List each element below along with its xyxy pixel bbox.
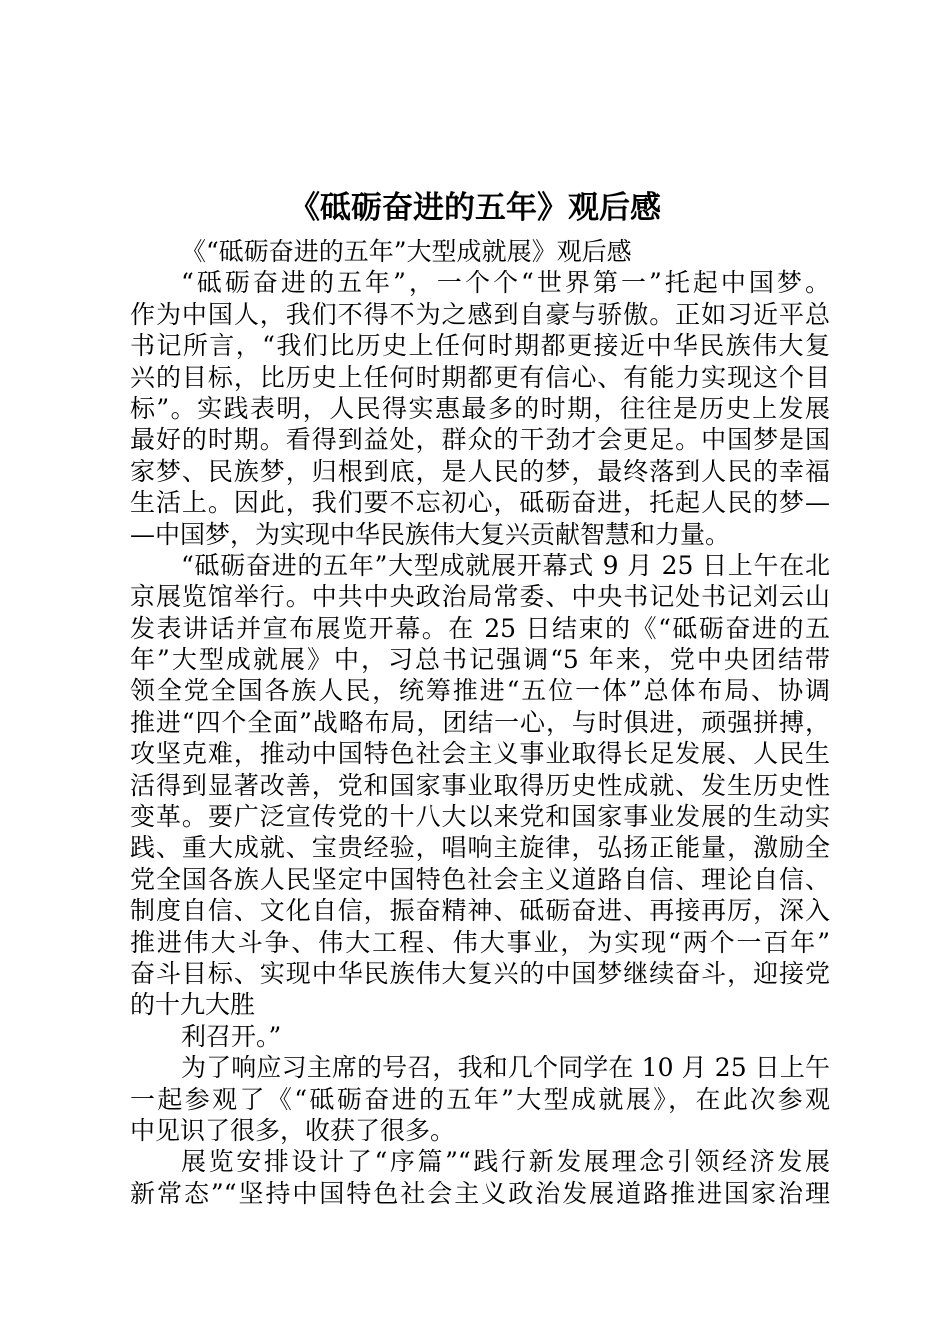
body-line: 最好的时期。看得到益处，群众的干劲才会更足。中国梦是国 — [130, 425, 830, 455]
body-line: 标”。实践表明，人民得实惠最多的时期，往往是历史上发展 — [130, 393, 830, 423]
body-line: 利召开。” — [181, 1021, 282, 1051]
body-line: 京展览馆举行。中共中央政治局常委、中央书记处书记刘云山 — [130, 582, 830, 612]
body-line: 领全党全国各族人民，统筹推进“五位一体”总体布局、协调 — [130, 676, 830, 706]
body-line: 展览安排设计了“序篇”“践行新发展理念引领经济发展 — [181, 1147, 830, 1177]
body-line: 党全国各族人民坚定中国特色社会主义道路自信、理论自信、 — [130, 864, 830, 894]
body-line: 生活上。因此，我们要不忘初心，砥砺奋进，托起人民的梦— — [130, 488, 830, 518]
body-line: 兴的目标，比历史上任何时期都更有信心、有能力实现这个目 — [130, 362, 830, 392]
body-line: 活得到显著改善，党和国家事业取得历史性成就、发生历史性 — [130, 770, 830, 800]
document-body — [130, 236, 830, 1209]
body-line: 新常态”“坚持中国特色社会主义政治发展道路推进国家治理 — [130, 1178, 830, 1208]
body-line: 推进伟大斗争、伟大工程、伟大事业，为实现“两个一百年” — [130, 927, 830, 957]
body-line: 的十九大胜 — [130, 990, 256, 1020]
body-line: 制度自信、文化自信，振奋精神、砥砺奋进、再接再厉，深入 — [130, 896, 830, 926]
document-title: 《砥砺奋进的五年》观后感 — [289, 190, 661, 226]
body-line: 一起参观了《“砥砺奋进的五年”大型成就展》，在此次参观 — [130, 1084, 830, 1114]
body-line: 家梦、民族梦，归根到底，是人民的梦，最终落到人民的幸福 — [130, 456, 830, 486]
body-line: 为了响应习主席的号召，我和几个同学在 10 月 25 日上午 — [181, 1053, 830, 1083]
body-line: 推进“四个全面”战略布局，团结一心，与时俱进，顽强拼搏， — [130, 707, 830, 737]
body-line: 攻坚克难，推动中国特色社会主义事业取得长足发展、人民生 — [130, 739, 830, 769]
body-line: “砥砺奋进的五年”，一个个“世界第一”托起中国梦。 — [181, 268, 830, 298]
body-line: —中国梦，为实现中华民族伟大复兴贡献智慧和力量。 — [130, 519, 731, 549]
body-line: 《“砥砺奋进的五年”大型成就展》观后感 — [181, 237, 632, 266]
body-line: 发表讲话并宣布展览开幕。在 25 日结束的《“砥砺奋进的五 — [130, 613, 830, 643]
body-line: 践、重大成就、宝贵经验，唱响主旋律，弘扬正能量，激励全 — [130, 833, 830, 863]
body-line: 变革。要广泛宣传党的十八大以来党和国家事业发展的生动实 — [130, 802, 830, 832]
body-line: 年”大型成就展》中，习总书记强调“5 年来，党中央团结带 — [130, 645, 830, 675]
body-line: 作为中国人，我们不得不为之感到自豪与骄傲。正如习近平总 — [130, 299, 830, 329]
body-line: 书记所言，“我们比历史上任何时期都更接近中华民族伟大复 — [130, 331, 830, 361]
body-line: 中见识了很多，收获了很多。 — [130, 1115, 456, 1145]
body-line: 奋斗目标、实现中华民族伟大复兴的中国梦继续奋斗，迎接党 — [130, 958, 830, 988]
body-line: “砥砺奋进的五年”大型成就展开幕式 9 月 25 日上午在北 — [181, 550, 830, 580]
